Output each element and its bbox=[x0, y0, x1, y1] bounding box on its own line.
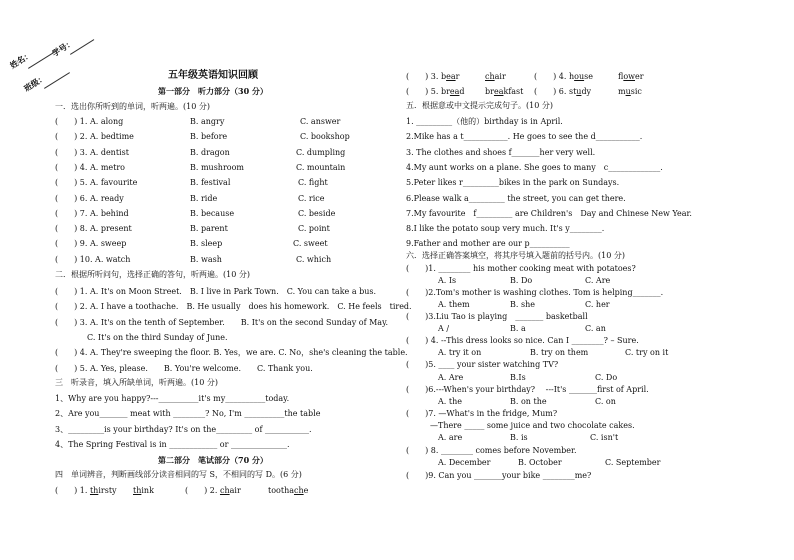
list-item: ( ) 1. A. It's on Moon Street. B. I live in Park Town. C. You can take a bus. bbox=[55, 287, 377, 296]
student-info-margin bbox=[6, 30, 96, 94]
underlined-part: ch bbox=[293, 486, 304, 495]
q3-label: ( ) 3. b bbox=[406, 72, 447, 81]
part2-heading: 第二部分 笔试部分（70 分） bbox=[158, 455, 268, 465]
q2-label: ( ) 2. bbox=[185, 486, 220, 495]
underlined-part: ow bbox=[623, 72, 636, 81]
option-c: C. bookshop bbox=[300, 132, 350, 141]
word-rest: se bbox=[584, 72, 593, 81]
option-b: B.Is bbox=[510, 373, 526, 382]
list-item: ( ) 8. A. present bbox=[55, 224, 132, 233]
option-c: C. sweet bbox=[293, 239, 328, 248]
list-item: ( ) 8. ________ comes before November. bbox=[406, 446, 577, 455]
list-item: ( ) 6. A. ready bbox=[55, 194, 124, 203]
option-c: C. rice bbox=[298, 194, 325, 203]
underlined-part: u bbox=[576, 87, 582, 96]
option-b: B. she bbox=[510, 300, 535, 309]
list-item: ( ) 7. A. behind bbox=[55, 209, 129, 218]
s4-word bbox=[618, 87, 642, 97]
word-rest: sic bbox=[630, 87, 642, 96]
number-label: 学号： bbox=[50, 37, 76, 59]
q6-label: ( ) 6. st bbox=[534, 87, 577, 96]
underlined-part: u bbox=[625, 87, 631, 96]
option-c: C. September bbox=[605, 458, 661, 467]
option-b: B. sleep bbox=[190, 239, 223, 248]
option-c: C. try on it bbox=[625, 348, 669, 357]
option-b: B. before bbox=[190, 132, 228, 141]
s1-heading: 一．选出你所听到的单词，听两遍。(10 分) bbox=[55, 102, 210, 111]
word-rest: er bbox=[635, 72, 644, 81]
s4-word-b bbox=[133, 486, 154, 496]
s5-heading: 五．根据意或中文提示完成句子。(10 分) bbox=[406, 101, 553, 110]
list-item: ( )1. ________ his mother cooking meat with potatoes? bbox=[406, 264, 636, 273]
word-rest: fl bbox=[618, 72, 624, 81]
list-item: ( ) 2. A. bedtime bbox=[55, 132, 134, 141]
list-item: ( ) 2. A. I have a toothache. B. He usually does his homework. C. He feels tired. bbox=[55, 302, 412, 311]
option-a: A. the bbox=[438, 397, 462, 406]
s4-row-1 bbox=[55, 486, 117, 496]
option-a: A. December bbox=[438, 458, 491, 467]
list-item: 3、_________is your birthday? It's on the_________ of ___________. bbox=[55, 425, 312, 434]
list-item: ( ) 4. A. metro bbox=[55, 163, 125, 172]
option-c: C. point bbox=[298, 224, 330, 233]
s4-word-d bbox=[268, 486, 308, 496]
word-rest: m bbox=[618, 87, 626, 96]
list-item: 9.Father and mother are our p__________ bbox=[406, 239, 570, 248]
option-c: C. isn't bbox=[590, 433, 619, 442]
word-rest: air bbox=[229, 486, 241, 495]
word-rest: air bbox=[494, 72, 506, 81]
word-rest: kfast bbox=[503, 87, 524, 96]
underlined-part: ch bbox=[219, 486, 230, 495]
option-c: C. an bbox=[585, 324, 606, 333]
list-item: 4、The Spring Festival is in ____________ or ______________. bbox=[55, 440, 290, 449]
list-item: ( )7. —What's in the fridge, Mum? bbox=[406, 409, 558, 418]
option-b: B. try on them bbox=[530, 348, 589, 357]
word-rest: ink bbox=[141, 486, 154, 495]
s2-heading: 二．根据所听问句，选择正确的答句，听两遍。(10 分) bbox=[55, 270, 250, 279]
word-rest: d bbox=[459, 87, 465, 96]
list-item: ( )5. ____ your sister watching TV? bbox=[406, 360, 559, 369]
word-rest: dy bbox=[581, 87, 592, 96]
option-c: C. dumpling bbox=[296, 148, 346, 157]
word-rest: r bbox=[455, 72, 460, 81]
list-item: 1、Why are you happy?---__________it's my__________today. bbox=[55, 394, 290, 403]
option-c: C. beside bbox=[298, 209, 336, 218]
s4-word bbox=[618, 72, 644, 82]
list-item: 8.I like the potato soup very much. It's y________. bbox=[406, 224, 605, 233]
list-item: ( )6.---When's your birthday? ---It's _______first of April. bbox=[406, 385, 649, 394]
word-rest: e bbox=[303, 486, 309, 495]
word-rest: tootha bbox=[268, 486, 294, 495]
q4-label: ( ) 4. h bbox=[534, 72, 575, 81]
list-item: ( ) 5. A. Yes, please. B. You're welcome. C. Thank you. bbox=[55, 364, 313, 373]
underlined-part: ea bbox=[449, 87, 460, 96]
underlined-part: th bbox=[133, 486, 142, 495]
option-c: C. Do bbox=[595, 373, 618, 382]
option-b: B. because bbox=[190, 209, 235, 218]
underlined-part: ea bbox=[493, 87, 504, 96]
list-item: 7.My favourite f_________ are Children's Day and Chinese New Year. bbox=[406, 209, 692, 218]
list-item: 2、Are you_______ meat with ________? No, I'm __________the table bbox=[55, 409, 321, 418]
list-item: ( ) 4. A. They're sweeping the floor. B. Yes，we are. C. No，she's cleaning the table. bbox=[55, 348, 408, 357]
list-item: ( ) 3. A. It's on the tenth of September. B. It's on the second Sunday of May. bbox=[55, 318, 389, 327]
option-c: C. fight bbox=[298, 178, 328, 187]
option-a: A. try it on bbox=[438, 348, 482, 357]
part1-heading: 第一部分 听力部分（30 分） bbox=[158, 86, 268, 96]
option-a: A. them bbox=[438, 300, 470, 309]
option-b: B. October bbox=[518, 458, 562, 467]
s4-word bbox=[485, 72, 506, 82]
option-a: A / bbox=[438, 324, 450, 333]
list-item: ( ) 1. A. along bbox=[55, 117, 124, 126]
list-item: 6.Please walk a_________ the street, you can get there. bbox=[406, 194, 626, 203]
s4-word bbox=[485, 87, 523, 97]
list-item: ( )3.Liu Tao is playing _______ basketball bbox=[406, 312, 588, 321]
list-item: ( ) 5. A. favourite bbox=[55, 178, 138, 187]
list-item: C. It's on the third Sunday of June. bbox=[55, 333, 228, 342]
class-label: 班级： bbox=[22, 72, 48, 94]
option-b: B. parent bbox=[190, 224, 228, 233]
list-item: ( ) 9. A. sweep bbox=[55, 239, 127, 248]
list-item: ( ) 10. A. watch bbox=[55, 255, 131, 264]
option-c: C. which bbox=[296, 255, 332, 264]
list-item: 5.Peter likes r_________bikes in the park on Sundays. bbox=[406, 178, 620, 187]
underlined-part: ea bbox=[446, 72, 456, 81]
list-item: ( ) 3. A. dentist bbox=[55, 148, 129, 157]
s4-row-3b bbox=[534, 87, 591, 97]
s4-row-2b bbox=[534, 72, 593, 82]
option-b: B. on the bbox=[510, 397, 547, 406]
s6-heading: 六．选择正确答案填空，将其序号填入题前的括号内。(10 分) bbox=[406, 251, 625, 260]
option-b: B. mushroom bbox=[190, 163, 245, 172]
option-c: C. Are bbox=[585, 276, 611, 285]
name-label: 姓名： bbox=[8, 49, 34, 71]
list-item: 3. The clothes and shoes f_______her very well. bbox=[406, 148, 596, 157]
s4-heading: 四 单词辨音，判断画线部分读音相同的写 S，不相同的写 D。(6 分) bbox=[55, 470, 302, 479]
option-b: B. angry bbox=[190, 117, 225, 126]
word-rest: br bbox=[485, 87, 494, 96]
option-b: B. festival bbox=[190, 178, 231, 187]
list-item: 4.My aunt works on a plane. She goes to many c_____________. bbox=[406, 163, 663, 172]
list-item: ( )9. Can you _______your bike ________me? bbox=[406, 471, 592, 480]
option-c: C. answer bbox=[300, 117, 341, 126]
option-b: B. dragon bbox=[190, 148, 230, 157]
option-b: B. ride bbox=[190, 194, 218, 203]
list-item: ( ) 4. --This dress looks so nice. Can I ________? – Sure. bbox=[406, 336, 639, 345]
option-a: A. are bbox=[438, 433, 463, 442]
option-a: A. Are bbox=[438, 373, 464, 382]
option-c: C. mountain bbox=[296, 163, 346, 172]
s3-heading: 三 听录音，填入所缺单词，听两遍。(10 分) bbox=[55, 378, 218, 387]
q5-label: ( ) 5. br bbox=[406, 87, 450, 96]
underlined-part: ou bbox=[574, 72, 585, 81]
list-item: —There _____ some juice and two chocolate cakes. bbox=[406, 421, 635, 430]
s4-row-3 bbox=[406, 87, 465, 97]
s4-row-2 bbox=[406, 72, 459, 82]
option-b: B. a bbox=[510, 324, 526, 333]
page-title: 五年级英语知识回顾 bbox=[168, 70, 258, 81]
option-b: B. is bbox=[510, 433, 528, 442]
list-item: 1. _________（他的）birthday is in April. bbox=[406, 117, 563, 126]
s4-row-1b bbox=[185, 486, 241, 496]
word-rest: irsty bbox=[98, 486, 117, 495]
option-b: B. Do bbox=[510, 276, 533, 285]
list-item: ( )2.Tom's mother is washing clothes. Tom is helping_______. bbox=[406, 288, 664, 297]
list-item: 2.Mike has a t___________. He goes to see the d___________. bbox=[406, 132, 643, 141]
underlined-part: ch bbox=[485, 72, 495, 81]
option-c: C. her bbox=[585, 300, 610, 309]
q1-label: ( ) 1. bbox=[55, 486, 90, 495]
option-c: C. on bbox=[595, 397, 616, 406]
underlined-part: th bbox=[89, 486, 99, 495]
option-a: A. Is bbox=[438, 276, 457, 285]
option-b: B. wash bbox=[190, 255, 222, 264]
